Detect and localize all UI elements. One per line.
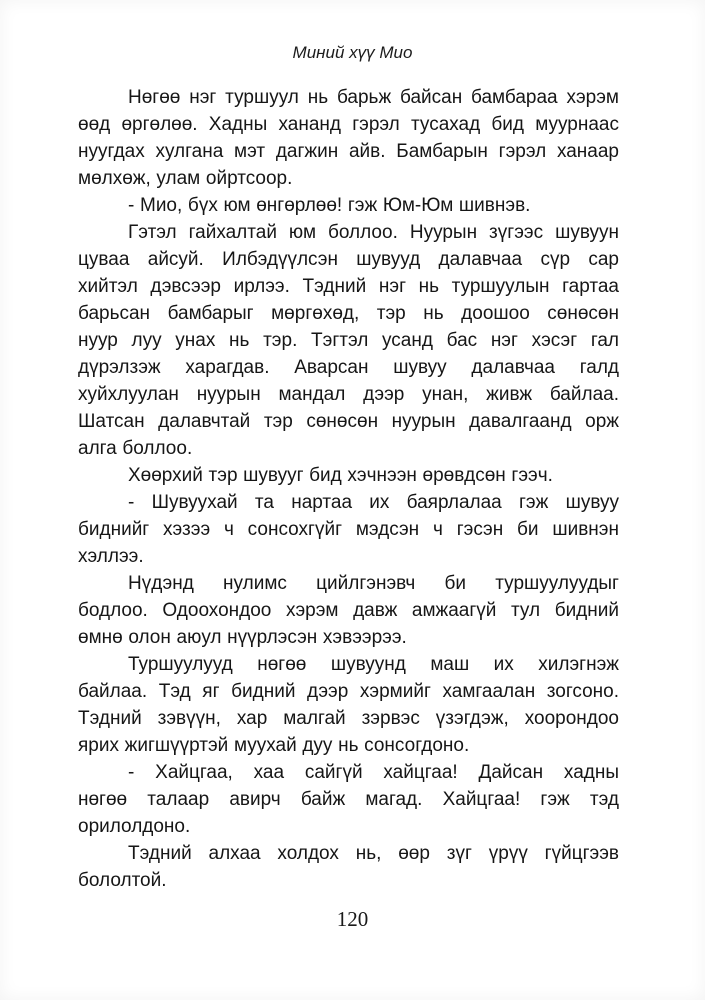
text-line: Гэтэл гайхалтай юм боллоо. Нуурын зүгээс шувуун — [128, 222, 619, 243]
text-line: Тэдний алхаа холдох нь, өөр зүг үрүү гүйцгээв — [128, 843, 619, 864]
text-line: Хөөрхий тэр шувууг бид хэчнээн өрөвдсөн гээч. — [128, 465, 553, 486]
text-line: хийтэл дэвсээр ирлээ. Тэдний нэг нь туршуулын гартаа — [78, 276, 619, 297]
body-text — [78, 84, 619, 894]
text-line: Тэдний зэвүүн, хар малгай зэрвэс үзэгдэж, хоорондоо — [78, 708, 619, 729]
text-line: өөд өргөлөө. Хадны хананд гэрэл тусахад бид муурнаас — [78, 114, 619, 135]
text-line: цуваа айсуй. Илбэдүүлсэн шувууд далавчаа сүр сар — [78, 249, 619, 270]
text-line: барьсан бамбарыг мөргөхөд, тэр нь доошоо сөнөсөн — [78, 303, 619, 324]
paragraph-7 — [78, 651, 619, 759]
text-line: Шатсан далавчтай тэр сөнөсөн нуурын давалгаанд орж — [78, 411, 619, 432]
paragraph-5 — [78, 489, 619, 570]
text-line: бололтой. — [78, 870, 167, 891]
text-line: мөлхөж, улам ойртсоор. — [78, 168, 293, 189]
text-line: хуйхлуулан нуурын мандал дээр унан, живж байлаа. — [78, 384, 619, 405]
page-number: 120 — [336, 907, 369, 931]
text-line: - Шувуухай та нартаа их баярлалаа гэж шувуу — [128, 492, 619, 513]
text-line: нөгөө талаар авирч байж магад. Хайцгаа! гэж тэд — [78, 789, 619, 810]
paragraph-2 — [78, 192, 619, 219]
paragraph-1 — [78, 84, 619, 192]
text-line: биднийг хэзээ ч сонсохгүйг мэдсэн ч гэсэн би шивнэн — [78, 519, 619, 540]
text-line: Туршуулууд нөгөө шувуунд маш их хилэгнэж — [128, 654, 619, 675]
text-line: нуур луу унах нь тэр. Тэгтэл усанд бас нэг хэсэг гал — [78, 330, 619, 351]
text-line: алга боллоо. — [78, 438, 193, 459]
text-line: - Мио, бүх юм өнгөрлөө! гэж Юм-Юм шивнэв. — [128, 195, 531, 216]
paragraph-3 — [78, 219, 619, 462]
paragraph-6 — [78, 570, 619, 651]
paragraph-8 — [78, 759, 619, 840]
running-header: Миний хүү Мио — [292, 43, 413, 62]
text-line: өмнө олон аюул нүүрлэсэн хэвээрээ. — [78, 627, 407, 648]
text-line: хэллээ. — [78, 546, 144, 567]
text-line: Нүдэнд нулимс цийлгэнэвч би туршуулуудыг — [128, 573, 619, 594]
text-line: Нөгөө нэг туршуул нь барьж байсан бамбараа хэрэм — [128, 87, 619, 108]
text-line: орилолдоно. — [78, 816, 191, 837]
text-line: дүрэлзэж харагдав. Аварсан шувуу далавчаа галд — [78, 357, 619, 378]
text-line: байлаа. Тэд яг бидний дээр хэрмийг хамгаалан зогсоно. — [78, 681, 619, 702]
paragraph-9 — [78, 840, 619, 894]
text-line: бодлоо. Одоохондоо хэрэм давж амжаагүй тул бидний — [78, 600, 619, 621]
text-line: ярих жигшүүртэй муухай дуу нь сонсогдоно. — [78, 735, 470, 756]
text-line: нуугдах хулгана мэт дагжин айв. Бамбарын гэрэл ханаар — [78, 141, 619, 162]
paragraph-4 — [78, 462, 619, 489]
text-line: - Хайцгаа, хаа сайгүй хайцгаа! Дайсан хадны — [128, 762, 619, 783]
